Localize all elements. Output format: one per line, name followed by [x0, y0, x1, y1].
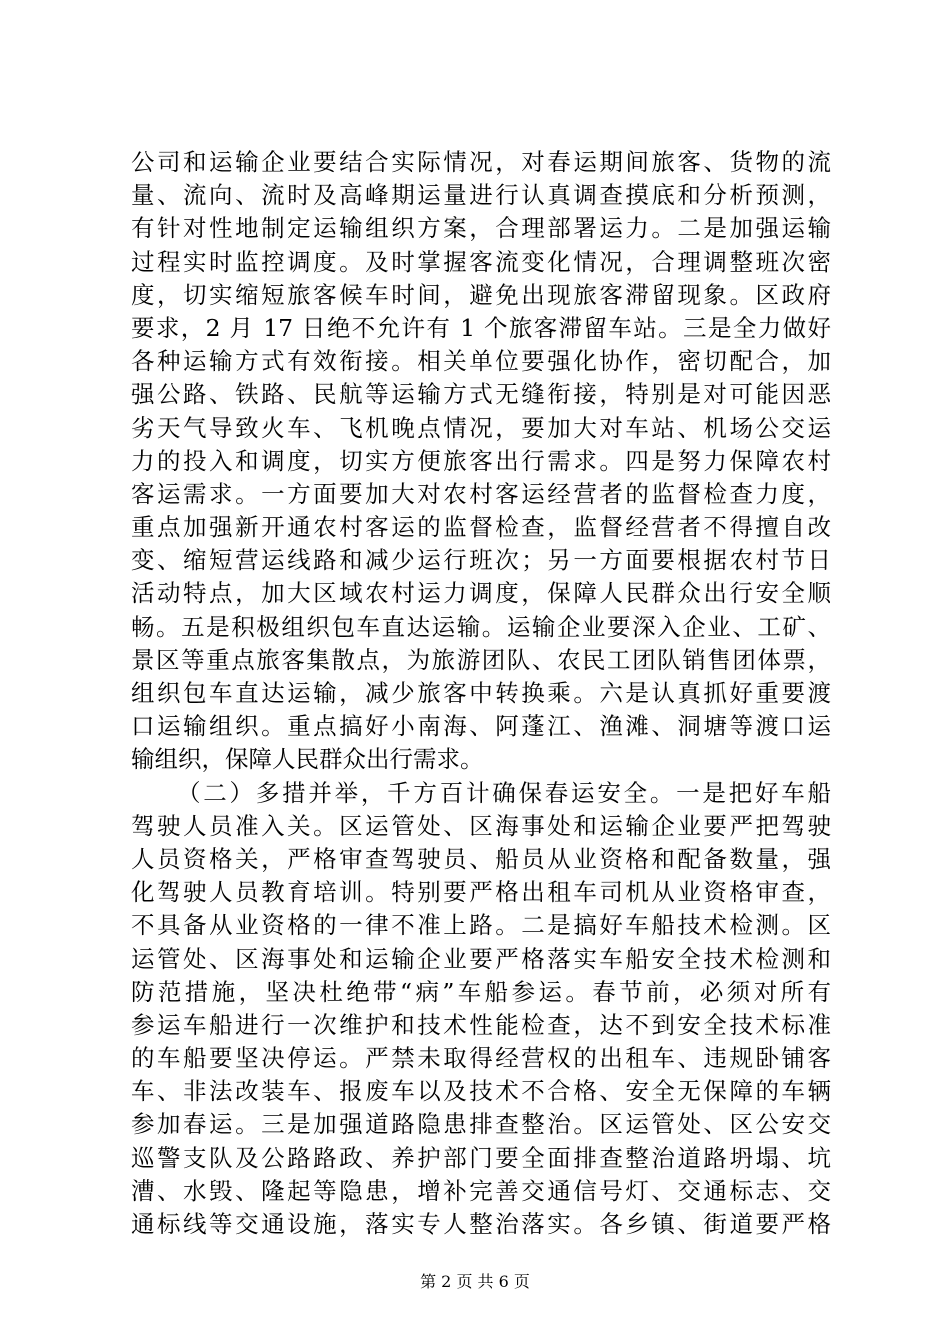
body-line: 度，切实缩短旅客候车时间，避免出现旅客滞留现象。区政府	[131, 280, 831, 309]
body-line: 要求，2 月 17 日绝不允许有 1 个旅客滞留车站。三是全力做好	[131, 313, 831, 342]
body-line: 劣天气导致火车、飞机晚点情况，要加大对车站、机场公交运	[131, 413, 831, 442]
body-line: 驾驶人员准入关。区运管处、区海事处和运输企业要严把驾驶	[131, 811, 831, 840]
body-line: 景区等重点旅客集散点，为旅游团队、农民工团队销售团体票，	[131, 645, 831, 674]
body-line: 强公路、铁路、民航等运输方式无缝衔接，特别是对可能因恶	[131, 380, 831, 409]
body-line: 参运车船进行一次维护和技术性能检查，达不到安全技术标准	[131, 1010, 831, 1039]
body-line: 活动特点，加大区域农村运力调度，保障人民群众出行安全顺	[131, 579, 831, 608]
body-line: 组织包车直达运输，减少旅客中转换乘。六是认真抓好重要渡	[131, 679, 831, 707]
section-heading-line: （二）多措并举，千方百计确保春运安全。一是把好车船	[177, 778, 831, 807]
document-body	[131, 146, 831, 1241]
body-line: 运管处、区海事处和运输企业要严格落实车船安全技术检测和	[131, 944, 831, 973]
body-line: 公司和运输企业要结合实际情况，对春运期间旅客、货物的流	[131, 148, 831, 176]
body-line: 畅。五是积极组织包车直达运输。运输企业要深入企业、工矿、	[131, 612, 831, 641]
body-line: 人员资格关，严格审查驾驶员、船员从业资格和配备数量，强	[131, 844, 831, 873]
body-line: 量、流向、流时及高峰期运量进行认真调查摸底和分析预测，	[131, 181, 831, 210]
body-line: 通标线等交通设施，落实专人整治落实。各乡镇、街道要严格	[131, 1210, 831, 1238]
body-line: 巡警支队及公路路政、养护部门要全面排查整治道路坍塌、坑	[131, 1143, 831, 1172]
body-line: 口运输组织。重点搞好小南海、阿蓬江、渔滩、洞塘等渡口运	[131, 712, 831, 741]
paragraph-end-line: 输组织，保障人民群众出行需求。	[131, 745, 484, 774]
body-line: 漕、水毁、隆起等隐患，增补完善交通信号灯、交通标志、交	[131, 1176, 831, 1205]
body-line: 各种运输方式有效衔接。相关单位要强化协作，密切配合，加	[131, 347, 831, 376]
body-line: 有针对性地制定运输组织方案，合理部署运力。二是加强运输	[131, 214, 831, 243]
body-line: 车、非法改装车、报废车以及技术不合格、安全无保障的车辆	[131, 1077, 831, 1106]
page-number-label: 第 2 页 共 6 页	[420, 1272, 530, 1291]
body-line: 客运需求。一方面要加大对农村客运经营者的监督检查力度，	[131, 479, 831, 508]
body-line: 化驾驶人员教育培训。特别要严格出租车司机从业资格审查，	[131, 878, 831, 907]
body-line: 过程实时监控调度。及时掌握客流变化情况，合理调整班次密	[131, 247, 831, 276]
body-line: 变、缩短营运线路和减少运行班次；另一方面要根据农村节日	[131, 546, 831, 575]
body-line: 参加春运。三是加强道路隐患排查整治。区运管处、区公安交	[131, 1110, 831, 1139]
body-line: 不具备从业资格的一律不准上路。二是搞好车船技术检测。区	[131, 911, 831, 940]
body-line: 的车船要坚决停运。严禁未取得经营权的出租车、违规卧铺客	[131, 1044, 831, 1073]
body-line: 重点加强新开通农村客运的监督检查，监督经营者不得擅自改	[131, 513, 831, 542]
page-footer	[0, 1272, 950, 1292]
body-line: 防范措施，坚决杜绝带“病”车船参运。春节前，必须对所有	[131, 977, 831, 1006]
body-line: 力的投入和调度，切实方便旅客出行需求。四是努力保障农村	[131, 446, 831, 475]
